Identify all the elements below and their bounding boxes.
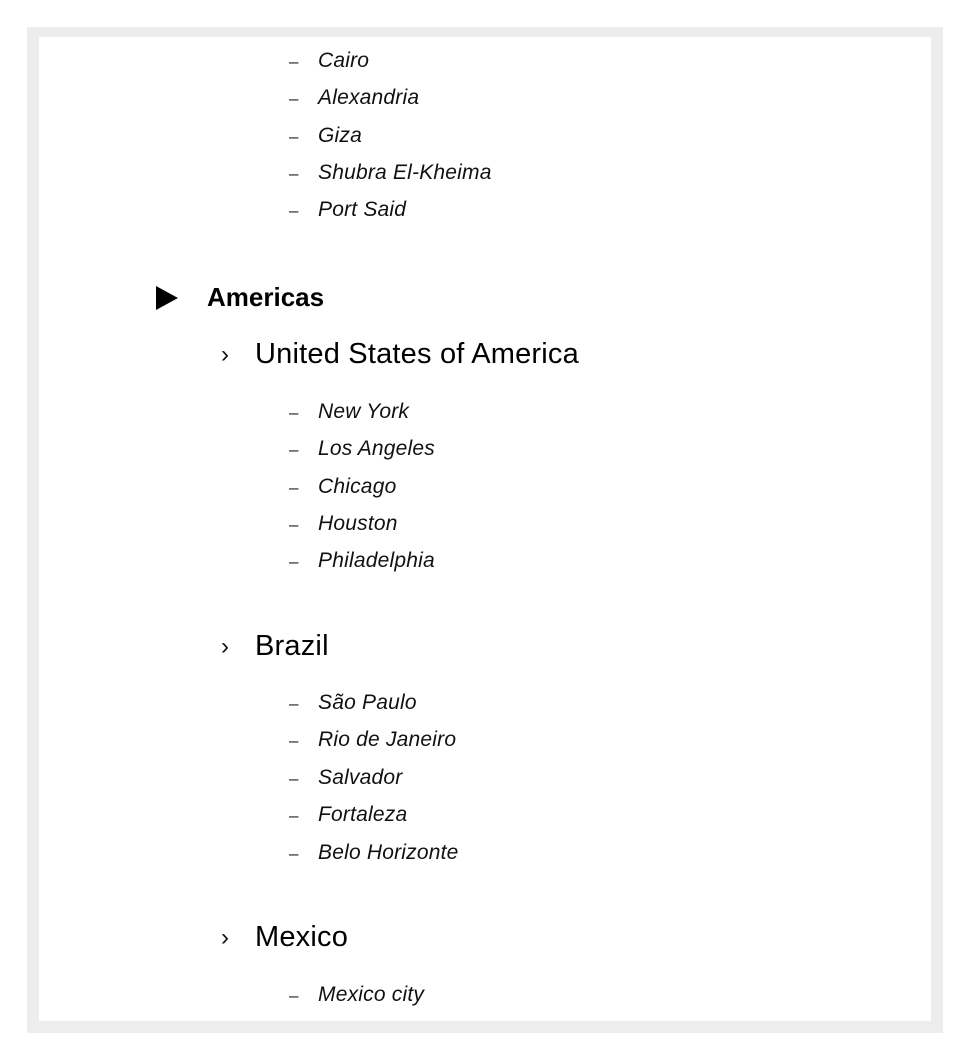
dash-icon: – xyxy=(289,552,299,571)
dash-icon: – xyxy=(289,127,299,146)
dash-icon: – xyxy=(289,164,299,183)
country-title[interactable]: Mexico xyxy=(255,921,349,953)
dash-icon: – xyxy=(289,844,299,863)
list-item: Cairo xyxy=(318,49,370,72)
list-item: Rio de Janeiro xyxy=(318,728,457,751)
dash-icon: – xyxy=(289,52,299,71)
dash-icon: – xyxy=(289,478,299,497)
list-item: Los Angeles xyxy=(318,437,436,460)
dash-icon: – xyxy=(289,806,299,825)
dash-icon: – xyxy=(289,403,299,422)
dash-icon: – xyxy=(289,731,299,750)
list-item: Chicago xyxy=(318,475,397,498)
chevron-right-icon[interactable]: › xyxy=(221,924,229,951)
country-title[interactable]: Brazil xyxy=(255,630,329,662)
list-item: São Paulo xyxy=(318,691,417,714)
list-item: Salvador xyxy=(318,766,403,789)
list-item: New York xyxy=(318,400,410,423)
chevron-right-icon[interactable]: › xyxy=(221,341,229,368)
list-item: Philadelphia xyxy=(318,549,435,572)
list-item: Belo Horizonte xyxy=(318,841,459,864)
list-item: Port Said xyxy=(318,198,407,221)
dash-icon: – xyxy=(289,986,299,1005)
dash-icon: – xyxy=(289,440,299,459)
region-title[interactable]: Americas xyxy=(207,282,325,312)
list-item: Shubra El-Kheima xyxy=(318,161,492,184)
list-item: Mexico city xyxy=(318,983,425,1006)
list-item: Alexandria xyxy=(318,86,420,109)
dash-icon: – xyxy=(289,769,299,788)
dash-icon: – xyxy=(289,515,299,534)
dash-icon: – xyxy=(289,89,299,108)
list-item: Houston xyxy=(318,512,398,535)
content-frame xyxy=(27,27,943,1033)
chevron-right-icon[interactable]: › xyxy=(221,633,229,660)
triangle-right-icon[interactable] xyxy=(156,286,178,310)
dash-icon: – xyxy=(289,694,299,713)
list-item: Giza xyxy=(318,124,362,147)
list-item: Fortaleza xyxy=(318,803,408,826)
dash-icon: – xyxy=(289,201,299,220)
country-title[interactable]: United States of America xyxy=(255,338,579,370)
